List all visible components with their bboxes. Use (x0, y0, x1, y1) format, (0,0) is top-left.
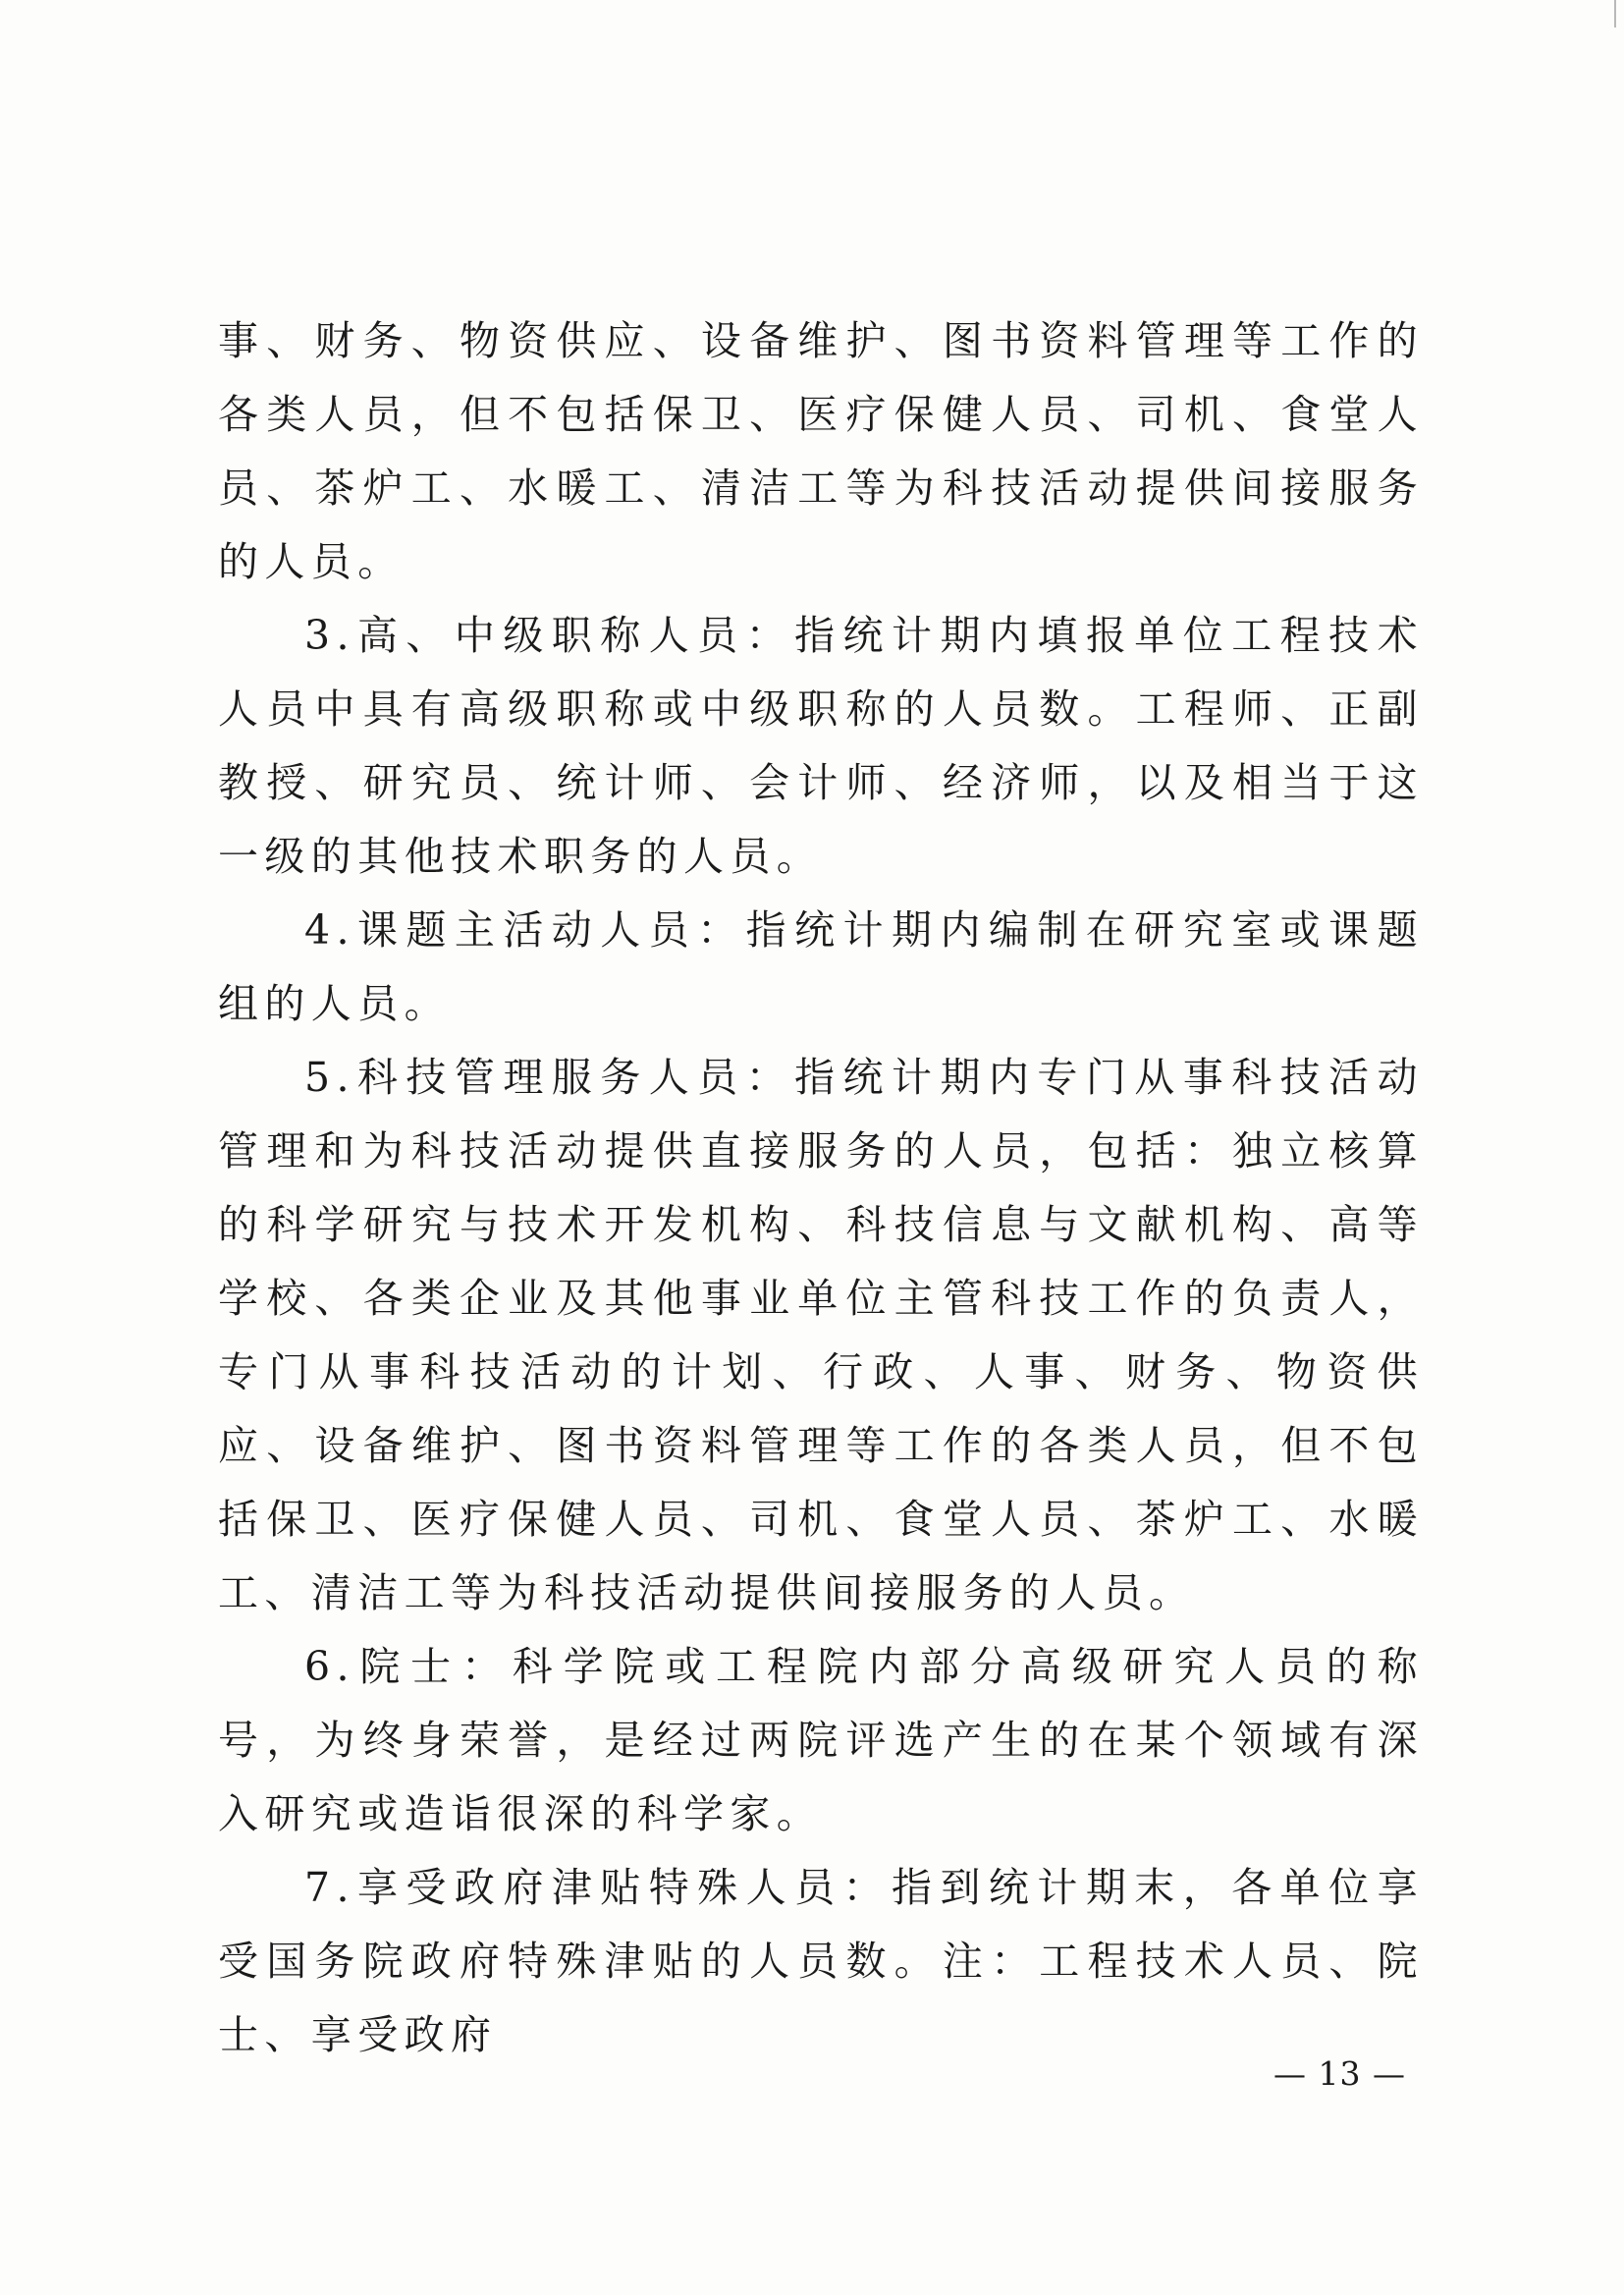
document-body (218, 304, 1424, 2072)
paragraph-item-4: 4.课题主活动人员：指统计期内编制在研究室或课题组的人员。 (218, 906, 1424, 1027)
paragraph-item-3: 3.高、中级职称人员：指统计期内填报单位工程技术人员中具有高级职称或中级职称的人员数。工程师、正副教授、研究员、统计师、会计师、经济师，以及相当于这一级的其他技术职务的人员。 (218, 612, 1424, 880)
paragraph-item-6: 6.院士：科学院或工程院内部分高级研究人员的称号，为终身荣誉，是经过两院评选产生的在某个领域有深入研究或造诣很深的科学家。 (218, 1643, 1424, 1837)
paragraph-item-7: 7.享受政府津贴特殊人员：指到统计期末，各单位享受国务院政府特殊津贴的人员数。注：工程技术人员、院士、享受政府 (218, 1864, 1424, 2058)
paragraph-item-5: 5.科技管理服务人员：指统计期内专门从事科技活动管理和为科技活动提供直接服务的人员，包括：独立核算的科学研究与技术开发机构、科技信息与文献机构、高等学校、各类企业及其他事业单位主管科技工作的负责人，专门从事科技活动的计划、行政、人事、财务、物资供应、设备维护、图书资料管理等工作的各类人员，但不包括保卫、医疗保健人员、司机、食堂人员、茶炉工、水暖工、清洁工等为科技活动提供间接服务的人员。 (218, 1054, 1424, 1616)
page-number: — 13 — (1273, 2054, 1406, 2093)
scan-edge-mark (1614, 0, 1616, 27)
paragraph-continuation: 事、财务、物资供应、设备维护、图书资料管理等工作的各类人员，但不包括保卫、医疗保健人员、司机、食堂人员、茶炉工、水暖工、清洁工等为科技活动提供间接服务的人员。 (218, 317, 1424, 585)
